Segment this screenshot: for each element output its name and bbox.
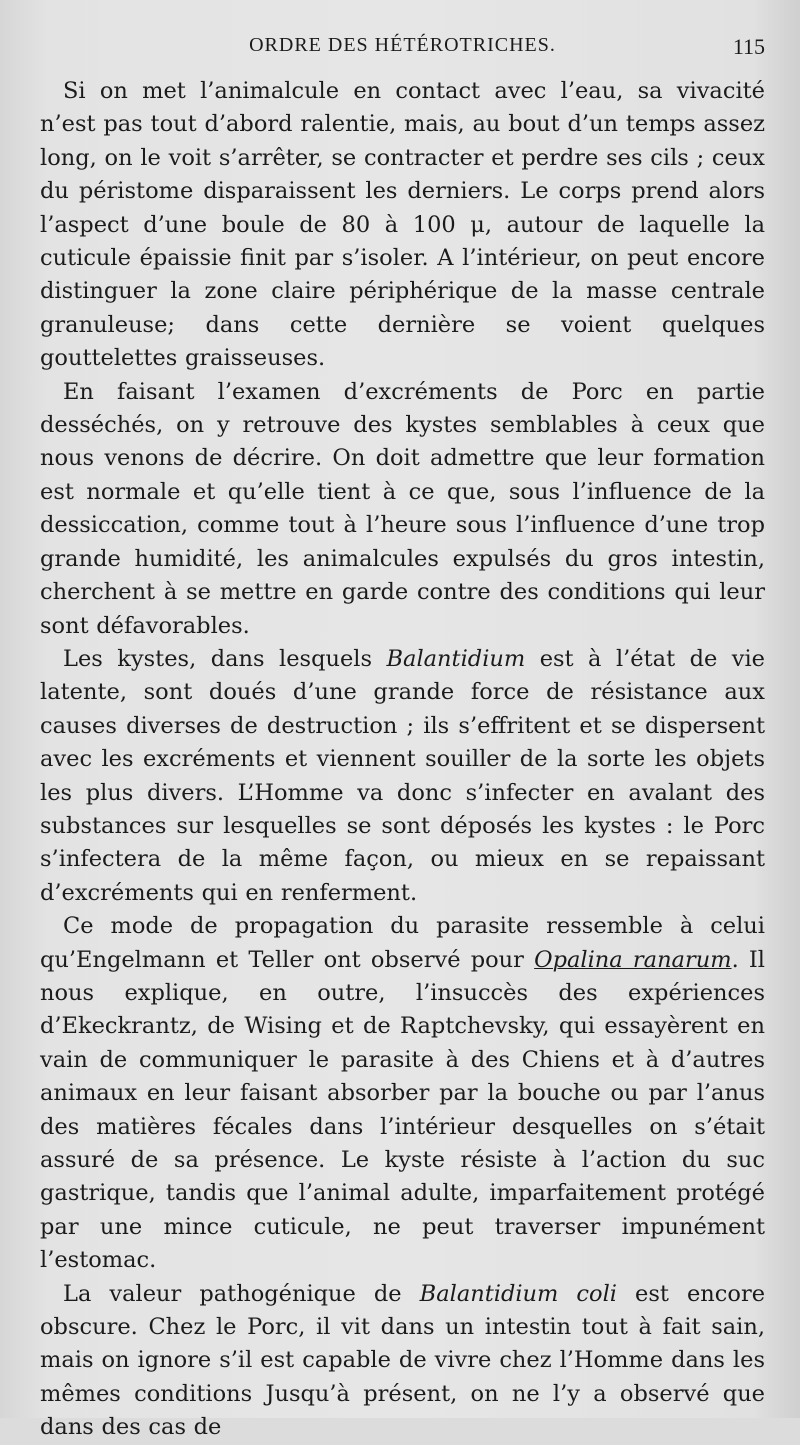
genus-name-italic: Balantidium bbox=[386, 645, 526, 672]
species-name-italic: Opalina ranarum bbox=[534, 946, 732, 973]
paragraph-5-text-end: est encore obscure. Chez le Porc, il vit dans un intestin tout à fait sain, mais on ignore s’il est capable de vivre chez l’Homme dans les mêmes conditions Jusqu’à présent, on ne l’y a observé que dans des cas de bbox=[40, 1280, 766, 1441]
paragraph-3 bbox=[40, 643, 765, 910]
species-name-italic-2: Balantidium coli bbox=[419, 1280, 617, 1307]
paragraph-4-text-start: Ce mode de propagation du parasite ressemble à celui qu’Engelmann et Teller ont observé pour bbox=[40, 913, 765, 973]
paragraph-4 bbox=[40, 910, 765, 1277]
page-number: 115 bbox=[732, 34, 765, 59]
paragraph-1-text: Si on met l’animalcule en contact avec l’eau, sa vivacité n’est pas tout d’abord ralentie, mais, au bout d’un temps assez long, on le voit s’arrêter, se contracter et perdre ses cils ; ceux du péristome disparaissent les derniers. Le corps prend alors l’aspect d’une boule de 80 à 100 μ, autour de laquelle la cuticule épaissie finit par s’isoler. A l’intérieur, on peut encore distinguer la zone claire périphérique de la masse centrale granuleuse; dans cette dernière se voient quelques gouttelettes graisseuses. bbox=[40, 78, 765, 372]
paragraph-1 bbox=[40, 75, 765, 376]
paragraph-3-text-start: Les kystes, dans lesquels bbox=[63, 645, 387, 672]
paragraph-4-text-end: . Il nous explique, en outre, l’insuccès des expériences d’Ekeckrantz, de Wising et de Raptchevsky, qui essayèrent en vain de communiquer le parasite à des Chiens et à d’autres animaux en leur faisant absorber par la bouche ou par l’anus des matières fécales dans l’intérieur desquelles on s’était assuré de sa présence. Le kyste résiste à l’action du suc gastrique, tandis que l’animal adulte, imparfaitement protégé par une mince cuticule, ne peut traverser impunément l’estomac. bbox=[40, 946, 766, 1274]
running-title: ORDRE DES HÉTÉROTRICHES. bbox=[249, 34, 556, 56]
paragraph-5 bbox=[40, 1278, 765, 1445]
paragraph-3-text-end: est à l’état de vie latente, sont doués d’une grande force de résistance aux causes diverses de destruction ; ils s’effritent et se dispersent avec les excréments et viennent souiller de la sorte les objets les plus divers. L’Homme va donc s’infecter en avalant des substances sur lesquelles se sont déposés les kystes : le Porc s’infectera de la même façon, ou mieux en se repaissant d’excréments qui en renferment. bbox=[40, 645, 765, 906]
paragraph-5-text-start: La valeur pathogénique de bbox=[63, 1280, 420, 1307]
paragraph-2-text: En faisant l’examen d’excréments de Porc en partie desséchés, on y retrouve des kystes semblables à ceux que nous venons de décrire. On doit admettre que leur formation est normale et qu’elle tient à ce que, sous l’influence de la dessiccation, comme tout à l’heure sous l’influence d’une trop grande humidité, les animalcules expulsés du gros intestin, cherchent à se mettre en garde contre des conditions qui leur sont défavorables. bbox=[40, 378, 765, 639]
body-text bbox=[40, 75, 765, 1445]
page-header bbox=[40, 34, 765, 64]
paragraph-2 bbox=[40, 376, 765, 643]
